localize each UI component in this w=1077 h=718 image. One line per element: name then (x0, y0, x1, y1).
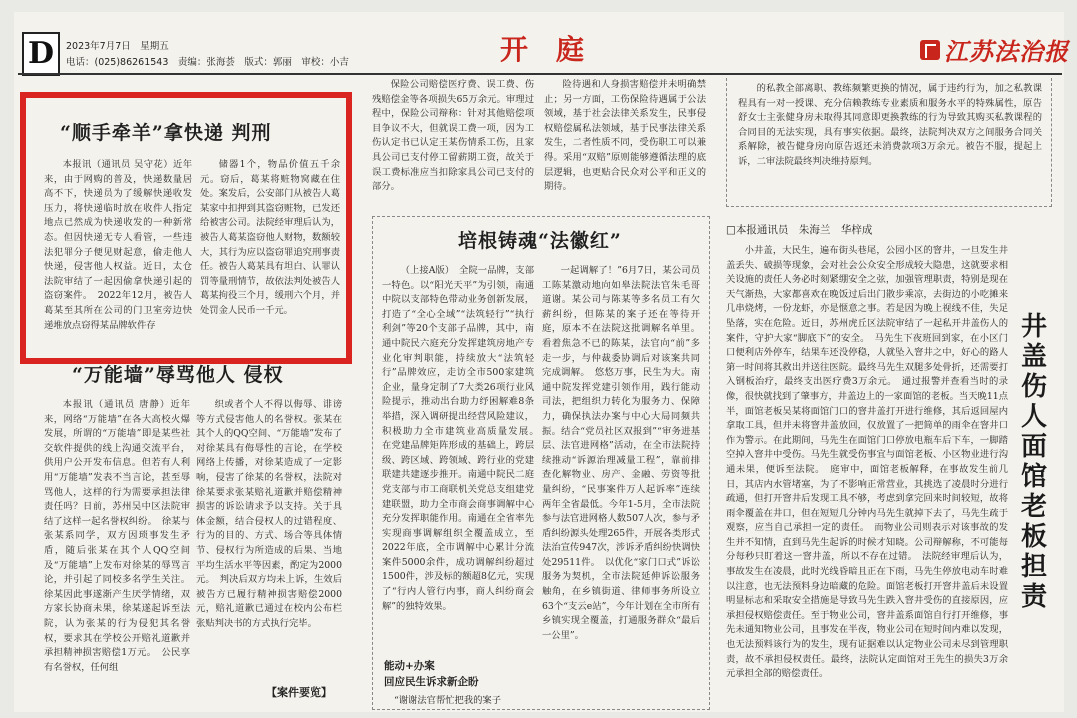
article-scooter-col2 (200, 158, 340, 348)
article-scooter-text-1: 本报讯（通讯员 吴守花）近年来，由于网购的普及，快递数量居高不下，快递员为了缓解快递收发压力，将快递临时放在收件人指定地点已然成为快递收发的一种新常态。但因快递无专人看管，一些违法犯罪分子便见财起意，偷走他人快递，侵害他人权益。近日，太仓法院审结了一起因偷拿快递引起的盗窃案件。 2022年12月，被告人葛某至其所在公司的门卫室旁边快递堆放点窃得某品牌软件存 (44, 159, 192, 331)
article-wall-col2 (196, 398, 342, 676)
newspaper-page (14, 12, 1069, 712)
article-badge-col2 (542, 264, 700, 700)
section-letter-box (22, 32, 60, 76)
paper-logo (920, 32, 1069, 67)
article-badge-text-2: 一起调解了！”6月7日，某公司员工陈某激动地向如皋法院法官朱毛哥道谢。某公司与陈某等多名员工有欠薪纠纷，但陈某的案子还在等待开庭，原本不在法院这批调解名单里。看着焦急不已的陈某，法官向“前”多走一步，与仲裁委协调后对该案共同完成调解。 悠悠万事，民生为大。南通中院发挥党建引领作用，践行能动司法，把组织力转化为服务力、保障力，确保执法办案与中心大局同频共振。结合“党员社区双报到”“审务进基层、法官进网格”活动，在全市法院持续推动“诉源治理减量工程”，靠前排查化解物业、房产、金融、劳资等批量纠纷，“民事案件万人起诉率”连续两年全省最低。今年1-5月，全市法院参与法官进网格人数507人次，参与矛盾纠纷源头处理265件，开展各类形式法治宣传947次，涉诉矛盾纠纷快调快处29511件。 以优化“家门口式”诉讼服务为契机，全市法院延伸诉讼服务触角，在乡镇街道、律师事务所设立63个“支云e站”，今年计划在全市所有乡镇实现全覆盖，打通服务群众“最后一公里”。 (542, 265, 700, 641)
article-badge-quote: “谢谢法官帮忙把我的案子 (394, 695, 502, 706)
article-scooter-col1 (44, 158, 192, 348)
article-middle-text-2: 险待遇和人身损害赔偿并未明确禁止；另一方面，工伤保险待遇属于公法领域，基于社会法律关系发生，民事侵权赔偿属私法领域，基于民事法律关系发生，二者性质不同，受伤职工可以兼得。采用“双赔”原则能够遵循法理的底层逻辑，也更贴合民众对公平和正义的期待。 (544, 79, 706, 193)
article-club-body (738, 82, 1042, 200)
article-wall-text-2: 织或者个人不得以侮辱、诽谤等方式侵害他人的名誉权。张某在其个人的QQ空间、“万能墙”发布了对徐某具有侮辱性的言论，在学校网络上传播，对徐某造成了一定影响，侵害了徐某的名誉权，法院对徐某要求张某赔礼道歉并赔偿精神损害的诉讼请求予以支持。关于具体金额，结合侵权人的过错程度、行为的目的、方式、场合等具体情节、侵权行为所造成的后果、当地平均生活水平等因素，酌定为2000元。 判决后双方均未上诉，生效后被告方已履行精神损害赔偿2000元，赔礼道歉已通过在校内公布栏张贴判决书的方式执行完毕。 (196, 399, 342, 629)
section-title: 开 庭 (500, 33, 585, 66)
article-manhole-body (726, 244, 1008, 702)
contact-line: 电话：(025)86261543 责编：张海荟 版式：郭丽 审校：小吉 (66, 57, 349, 68)
article-club-text: 的私教全部离职、教练频繁更换的情况，属于违约行为，加之私教课程具有一对一授课、充分信赖教练专业素质和服务水平的特殊属性，原告舒女士主张健身房未取得其同意即更换教练的行为导致其购买私教课程的合同目的无法实现，具有事实依据。最终，法院判决双方之间服务合同关系解除，被告健身房向原告返还未消费款项3万余元。被告不服，提起上诉，二审法院最终判决维持原判。 (738, 83, 1042, 167)
header-rule (18, 73, 1062, 75)
section-letter: D (27, 36, 54, 71)
article-manhole-byline: □本报通讯员 朱海兰 华梓成 (726, 224, 873, 236)
date-line: 2023年7月7日 星期五 (66, 41, 169, 52)
article-wall-footer: 【案件要览】 (266, 686, 332, 699)
article-middle-col1 (372, 78, 534, 196)
article-scooter-title: “顺手牵羊”拿快递 判刑 (60, 122, 272, 144)
article-badge-title: 培根铸魂“法徽红” (458, 230, 622, 252)
article-badge-col1 (382, 264, 544, 650)
logo-mark-icon (920, 40, 940, 60)
article-badge-text-1: （上接A版） 全院一品牌，支部一特色。以“阳光天平”为引领，南通中院以支部特色带动业务创新发展，打造了“全心全域”“法筑轻行”“执行利剑”等20个支部子品牌，其中，南通中院民六庭充分发挥建筑房地产专业化审判职能，持续放大“法筑轻行”品牌效应，走访全市500家建筑企业，量身定制了7大类26项行业风险提示，推动出台助力纾困解难8条举措，深入调研提出经营风险建议，积极助力全市建筑业高质量发展。 在党建品牌矩阵形成的基础上，跨层级、跨区域、跨领域、跨行业的党建联建共建逐步推开。南通中院民二庭党支部与市工商联机关党总支组建党建联盟，助力全市商会商事调解中心充分发挥职能作用。南通在全省率先实现商事调解组织全覆盖成立，至2022年底，全市调解中心累计分流案件5000余件，成功调解纠纷超过1500件，涉及标的额超8亿元，实现了“行内人管行内事，商人纠纷商会解”的独特效果。 (382, 265, 544, 612)
article-wall-col1 (44, 398, 190, 700)
article-badge-subtitle-1: 能动+办案 (384, 660, 435, 672)
paper-name: 江苏法治报 (944, 37, 1069, 66)
article-middle-text-1: 保险公司赔偿医疗费、误工费、伤残赔偿金等各项损失65万余元。审理过程中，保险公司辩称：针对其他赔偿项目争议不大，但就误工费一项，因为工伤认定书已认定王某伤情系工伤，且家具公司已支付停工留薪期工资，故关于误工费标准应当扣除家具公司已支付的部分。 (372, 79, 534, 193)
article-wall-title: “万能墙”辱骂他人 侵权 (72, 364, 284, 386)
article-wall-text-1: 本报讯（通讯员 唐静）近年来，网络“万能墙”在各大高校火爆发展，所谓的“万能墙”即是某些社交软件提供的线上沟通交流平台，供用户公开发布信息。但若有人利用“万能墙”发表不当言论，甚至辱骂他人，这样的行为需要承担法律责任吗？日前，苏州吴中区法院审结了这样一起名誉权纠纷。 徐某与张某系同学，双方因琐事发生矛盾，随后张某在其个人QQ空间及“万能墙”上发布对徐某的辱骂言论，并引起了同校多名学生关注。徐某因此事遂渐产生厌学情绪，双方家长协商未果，徐某遂起诉至法院，认为张某的行为侵犯其名誉权，要求其在学校公开赔礼道歉并承担精神损害赔偿1万元。 公民享有名誉权，任何组 (44, 399, 190, 673)
article-scooter-text-2: 储器1个，物品价值五千余元。窃后，葛某将赃物窝藏在住处。案发后，公安部门从被告人葛某家中扣押到其盗窃赃物，已发还给被害公司。法院经审理后认为，被告人葛某盗窃他人财物，数额较大，其行为应以盗窃罪追究刑事责任。被告人葛某具有坦白、认罪认罚等量刑情节，故依法判处被告人葛某拘役三个月，缓刑六个月，并处罚金人民币一千元。 (200, 159, 340, 316)
article-middle-col2 (544, 78, 706, 196)
article-badge-subtitle-2: 回应民生诉求新企盼 (384, 676, 479, 688)
article-manhole-title: 井盖伤人 面馆老板担责 (1020, 312, 1047, 612)
article-manhole-text: 小井盖，大民生，遍布街头巷尾，公园小区的窨井，一旦发生井盖丢失、破损等现象，会对社会公众安全形成较大隐患，这就要求相关设施的责任人务必时刻紧绷安全之弦，加强管理职责，特别是现在天气渐热，大家都喜欢在晚饭过后出门散步乘凉，去街边的小吃摊来几串烧烤，一份龙虾，亦是惬意之事。若是因为晚上视线不佳，失足坠落，实在危险。近日，苏州虎丘区法院审结了一起私开井盖伤人的案件，守护大家“脚底下”的安全。 马先生下夜班回到家，在小区门口便利店外停车，结果车还没停稳，人就坠入窨井之中，好心的路人第一时间将其救出并送往医院。最终马先生双腿多处骨折，还需要打入钢板治疗，最终支出医疗费3万余元。 通过报警并查看当时的录像，很快就找到了肇事方，井盖边上的一家面馆的老板。当天晚11点半，面馆老板吴某将面馆门口的窨井盖打开进行维修，其后返回屋内拿取工具，但并未将窨井盖放回，仅放置了一把简单的雨伞在窨井口作为警示。在此期间，马先生在面馆门口停放电瓶车后下车，一脚踏空掉入窨井中受伤。马先生就受伤事宜与面馆老板、小区物业进行沟通未果，便诉至法院。 庭审中，面馆老板解释，在事故发生前几日，其店内水管堵塞，为了不影响正常营业，其挑选了凌晨时分进行疏通，但打开窨井后发现工具不够，考虑到拿完回来时间较短，故将雨伞覆盖在井口，但在短短几分钟内马先生就掉下去了，马先生疏于观察，应当自己承担一定的责任。 而物业公司则表示对该事故的发生并不知情，直到马先生起诉的时候才知晓。公司辩解称，不可能每分每秒只盯着这一窨井盖，所以不存在过错。 法院经审理后认为，事故发生在凌晨，此时光线昏暗且正在下雨，马先生停放电动车时难以注意，也无法预料身边暗藏的危险。面馆老板打开窨井盖后未设置明显标志和采取安全措施是导致马先生跌入窨井受伤的直接原因，应承担侵权赔偿责任。至于物业公司，窨井盖系面馆自行打开维修，事先未通知物业公司，且事发在半夜，物业公司在短时间内难以发现，也无法预料该行为的发生，现有证据难以认定物业公司未尽到管理职责，故不承担侵权责任。最终，法院认定面馆对王先生的损失3万余元承担全部的赔偿责任。 (726, 245, 1008, 680)
